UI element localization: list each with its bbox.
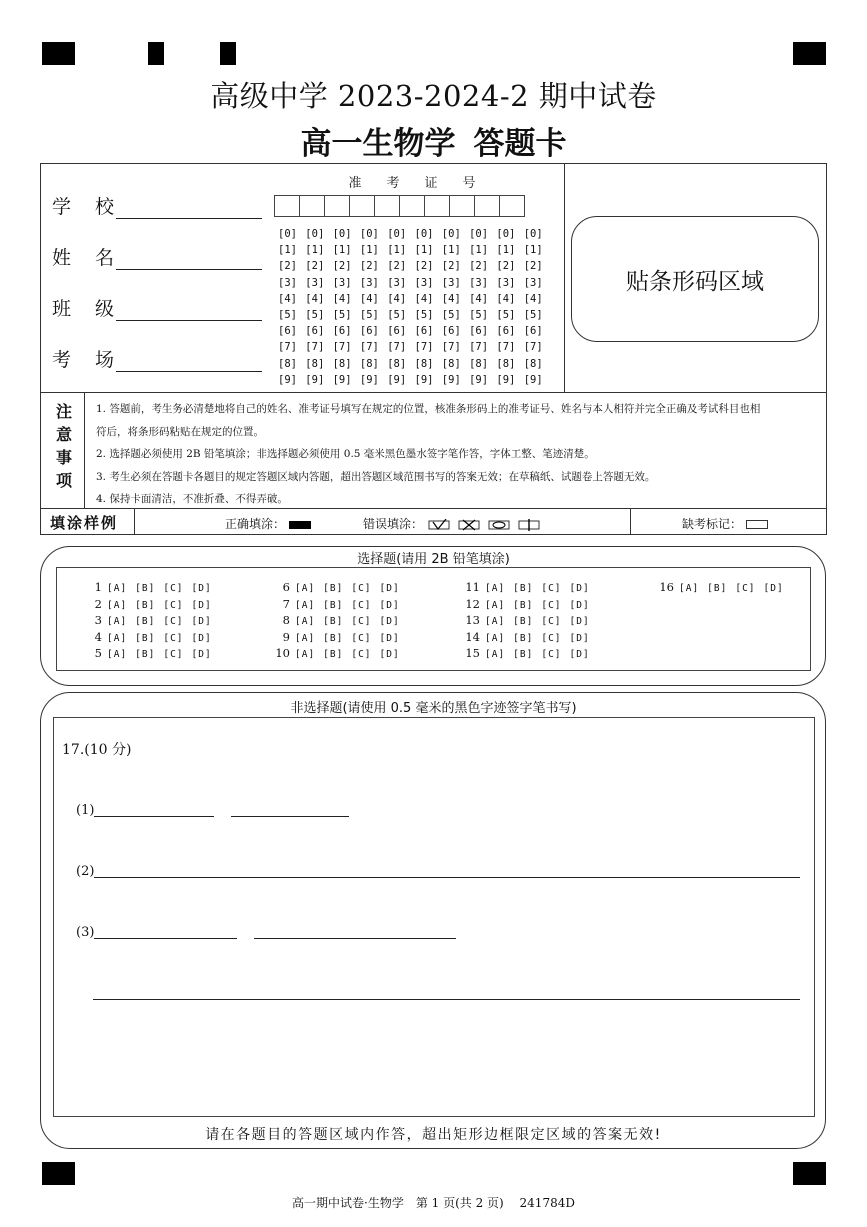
divider: [84, 392, 85, 508]
objective-title: 选择题(请用 2B 铅笔填涂): [357, 552, 510, 567]
exam-id-column: [469, 226, 488, 388]
filled-bubble-icon: [289, 521, 311, 529]
registration-mark: [148, 42, 164, 65]
class-field[interactable]: 班 级: [52, 294, 262, 321]
option-bubble[interactable]: [B]: [513, 632, 534, 644]
question-number: 16: [659, 580, 674, 594]
digit-bubble[interactable]: [3]: [523, 276, 543, 289]
option-bubble[interactable]: [C]: [163, 616, 184, 627]
question-number: 5: [94, 646, 102, 660]
card-label: 答题卡: [473, 126, 567, 162]
option-bubble[interactable]: [B]: [513, 649, 534, 660]
digit-bubble[interactable]: [2]: [469, 260, 489, 273]
digit-bubble[interactable]: [3]: [441, 276, 461, 289]
digit-bubble[interactable]: [0]: [414, 228, 434, 240]
digit-bubble[interactable]: [9]: [332, 373, 352, 386]
option-bubble[interactable]: [A]: [107, 649, 128, 660]
option-bubble[interactable]: [A]: [295, 632, 316, 644]
option-bubble[interactable]: [D]: [379, 649, 400, 660]
digit-bubble[interactable]: [1]: [359, 244, 379, 257]
digit-bubble[interactable]: [4]: [332, 292, 352, 305]
digit-bubble[interactable]: [6]: [387, 325, 407, 338]
digit-bubble[interactable]: [9]: [469, 373, 489, 386]
exam-id-column: [442, 226, 461, 388]
digit-bubble[interactable]: [2]: [305, 260, 325, 273]
exam-room-field[interactable]: 考 场: [52, 345, 262, 372]
option-bubble[interactable]: [B]: [135, 649, 156, 660]
digit-bubble[interactable]: [3]: [359, 276, 379, 289]
digit-bubble[interactable]: [7]: [496, 341, 516, 354]
subject-name: 高一生物学: [300, 126, 456, 162]
digit-bubble[interactable]: [4]: [305, 292, 325, 305]
option-bubble[interactable]: [B]: [707, 583, 728, 594]
objective-question: [462, 646, 598, 660]
option-bubble[interactable]: [A]: [107, 599, 128, 611]
barcode-area: 贴条形码区域: [571, 216, 819, 342]
exam-id-column: [387, 226, 406, 388]
digit-bubble[interactable]: [5]: [278, 308, 297, 321]
digit-bubble[interactable]: [7]: [305, 341, 325, 354]
digit-bubble[interactable]: [4]: [523, 292, 543, 305]
objective-question: [272, 597, 408, 611]
digit-bubble[interactable]: [7]: [523, 341, 543, 354]
digit-bubble[interactable]: [2]: [278, 260, 297, 273]
option-bubble[interactable]: [C]: [163, 599, 184, 611]
digit-bubble[interactable]: [3]: [469, 276, 489, 289]
digit-bubble[interactable]: [4]: [496, 292, 516, 305]
digit-bubble[interactable]: [6]: [278, 325, 297, 338]
digit-bubble[interactable]: [6]: [305, 325, 325, 338]
objective-question: [84, 580, 220, 594]
option-bubble[interactable]: [B]: [323, 599, 344, 611]
digit-bubble[interactable]: [8]: [359, 357, 379, 370]
option-bubble[interactable]: [D]: [379, 616, 400, 627]
option-bubble[interactable]: [D]: [379, 632, 400, 644]
exam-id-box[interactable]: [274, 195, 300, 217]
digit-bubble[interactable]: [0]: [523, 228, 543, 240]
digit-bubble[interactable]: [0]: [496, 228, 516, 240]
digit-bubble[interactable]: [6]: [523, 325, 543, 338]
digit-bubble[interactable]: [9]: [305, 373, 325, 386]
question-number: 11: [465, 580, 480, 594]
option-bubble[interactable]: [C]: [351, 616, 372, 627]
option-bubble[interactable]: [A]: [295, 616, 316, 627]
option-bubble[interactable]: [D]: [569, 599, 590, 611]
objective-question: [272, 613, 408, 627]
digit-bubble[interactable]: [8]: [469, 357, 489, 370]
divider: [564, 163, 565, 393]
digit-bubble[interactable]: [0]: [305, 228, 325, 240]
wrong-fill: 错误填涂：: [363, 515, 545, 532]
digit-bubble[interactable]: [1]: [278, 244, 297, 257]
answer-area-warning: 请在各题目的答题区域内作答，超出矩形边框限定区域的答案无效!: [205, 1127, 662, 1143]
digit-bubble[interactable]: [7]: [414, 341, 434, 354]
option-bubble[interactable]: [C]: [163, 632, 184, 644]
digit-bubble[interactable]: [7]: [469, 341, 489, 354]
digit-bubble[interactable]: [5]: [414, 308, 434, 321]
digit-bubble[interactable]: [8]: [278, 357, 297, 370]
registration-mark: [793, 42, 826, 65]
exam-id-box[interactable]: [349, 195, 375, 217]
digit-bubble[interactable]: [9]: [387, 373, 407, 386]
digit-bubble[interactable]: [1]: [387, 244, 407, 257]
objective-question: [272, 630, 408, 644]
digit-bubble[interactable]: [4]: [469, 292, 489, 305]
digit-bubble[interactable]: [3]: [496, 276, 516, 289]
option-bubble[interactable]: [C]: [351, 632, 372, 644]
option-bubble[interactable]: [D]: [569, 583, 590, 594]
wrong-fill-icon: [427, 519, 545, 531]
option-bubble[interactable]: [D]: [379, 583, 400, 594]
digit-bubble[interactable]: [6]: [359, 325, 379, 338]
page-footer: 高一期中试卷·生物学 第 1 页(共 2 页) 241784D: [292, 1196, 575, 1210]
school-field[interactable]: 学 校: [52, 192, 262, 219]
part-2-label: (2): [76, 864, 95, 879]
part-1-label: (1): [76, 803, 95, 818]
option-bubble[interactable]: [C]: [541, 649, 562, 660]
option-bubble[interactable]: [B]: [135, 632, 156, 644]
question-number: 4: [94, 629, 102, 644]
answer-line-2[interactable]: [94, 877, 800, 878]
objective-question: [462, 597, 598, 611]
digit-bubble[interactable]: [4]: [278, 292, 297, 305]
digit-bubble[interactable]: [1]: [441, 244, 461, 257]
digit-bubble[interactable]: [5]: [441, 308, 461, 321]
exam-id-box[interactable]: [499, 195, 525, 217]
option-bubble[interactable]: [C]: [351, 583, 372, 594]
digit-bubble[interactable]: [0]: [441, 228, 461, 240]
option-bubble[interactable]: [A]: [295, 599, 316, 611]
notice-item: 4. 保持卡面清洁，不准折叠、不得弄破。: [96, 493, 288, 505]
notice-list: [96, 398, 824, 511]
digit-bubble[interactable]: [5]: [332, 308, 352, 321]
digit-bubble[interactable]: [0]: [469, 228, 489, 240]
digit-bubble[interactable]: [8]: [305, 357, 325, 370]
option-bubble[interactable]: [C]: [541, 583, 562, 594]
exam-id-box[interactable]: [299, 195, 325, 217]
objective-question: [272, 646, 408, 660]
option-bubble[interactable]: [A]: [679, 583, 700, 594]
objective-question: [84, 613, 220, 627]
digit-bubble[interactable]: [0]: [387, 228, 407, 240]
option-bubble[interactable]: [B]: [513, 599, 534, 611]
digit-bubble[interactable]: [1]: [523, 244, 543, 257]
correct-fill: 正确填涂：: [225, 515, 311, 532]
digit-bubble[interactable]: [6]: [414, 325, 434, 338]
digit-bubble[interactable]: [1]: [496, 244, 516, 257]
option-bubble[interactable]: [A]: [295, 583, 316, 594]
digit-bubble[interactable]: [4]: [387, 292, 407, 305]
digit-bubble[interactable]: [1]: [332, 244, 352, 257]
question-number: 6: [282, 580, 290, 594]
exam-id-column: [360, 226, 379, 388]
option-bubble[interactable]: [C]: [541, 632, 562, 644]
digit-bubble[interactable]: [3]: [332, 276, 352, 289]
subjective-answer-area: [53, 717, 815, 1117]
digit-bubble[interactable]: [5]: [305, 308, 325, 321]
option-bubble[interactable]: [C]: [163, 583, 184, 594]
exam-id-box[interactable]: [374, 195, 400, 217]
digit-bubble[interactable]: [7]: [278, 341, 297, 354]
digit-bubble[interactable]: [5]: [496, 308, 516, 321]
objective-question: [272, 580, 408, 594]
option-bubble[interactable]: [C]: [735, 583, 756, 594]
exam-id-label: 准 考 证 号: [348, 176, 476, 191]
notice-label: 注 意 事 项: [55, 402, 72, 490]
option-bubble[interactable]: [A]: [485, 649, 506, 660]
digit-bubble[interactable]: [0]: [278, 228, 297, 240]
option-bubble[interactable]: [C]: [351, 649, 372, 660]
exam-id-column: [333, 226, 352, 388]
exam-id-column: [415, 226, 434, 388]
question-number: 3: [94, 613, 102, 627]
exam-id-box[interactable]: [474, 195, 500, 217]
digit-bubble[interactable]: [8]: [441, 357, 461, 370]
option-bubble[interactable]: [D]: [191, 599, 212, 611]
objective-question: [84, 597, 220, 611]
option-bubble[interactable]: [B]: [513, 616, 534, 627]
exam-title: 高级中学 2023-2024-2 期中试卷: [210, 79, 657, 113]
digit-bubble[interactable]: [4]: [359, 292, 379, 305]
option-bubble[interactable]: [B]: [135, 599, 156, 611]
card-title: [0, 118, 867, 163]
digit-bubble[interactable]: [5]: [359, 308, 379, 321]
digit-bubble[interactable]: [9]: [359, 373, 379, 386]
option-bubble[interactable]: [B]: [323, 649, 344, 660]
option-bubble[interactable]: [B]: [323, 616, 344, 627]
digit-bubble[interactable]: [6]: [441, 325, 461, 338]
digit-bubble[interactable]: [2]: [441, 260, 461, 273]
objective-question: [462, 613, 598, 627]
fill-example-label: 填涂样例: [50, 514, 119, 532]
option-bubble[interactable]: [D]: [191, 583, 212, 594]
digit-bubble[interactable]: [2]: [359, 260, 379, 273]
option-bubble[interactable]: [D]: [569, 616, 590, 627]
question-number: 9: [282, 629, 290, 644]
digit-bubble[interactable]: [7]: [441, 341, 461, 354]
exam-id-boxes[interactable]: [275, 195, 525, 217]
option-bubble[interactable]: [A]: [485, 583, 506, 594]
option-bubble[interactable]: [A]: [485, 599, 506, 611]
option-bubble[interactable]: [D]: [763, 583, 784, 594]
digit-bubble[interactable]: [2]: [414, 260, 434, 273]
digit-bubble[interactable]: [5]: [469, 308, 489, 321]
digit-bubble[interactable]: [9]: [414, 373, 434, 386]
exam-id-box[interactable]: [324, 195, 350, 217]
notice-item: 2. 选择题必须使用 2B 铅笔填涂；非选择题必须使用 0.5 毫米黑色墨水签字笔作答，字体工整、笔迹清楚。: [96, 448, 595, 460]
option-bubble[interactable]: [C]: [541, 616, 562, 627]
digit-bubble[interactable]: [6]: [332, 325, 352, 338]
digit-bubble[interactable]: [8]: [496, 357, 516, 370]
option-bubble[interactable]: [D]: [569, 632, 590, 644]
question-number: 13: [465, 613, 480, 627]
digit-bubble[interactable]: [6]: [496, 325, 516, 338]
option-bubble[interactable]: [B]: [513, 583, 534, 594]
digit-bubble[interactable]: [6]: [469, 325, 489, 338]
option-bubble[interactable]: [D]: [191, 649, 212, 660]
digit-bubble[interactable]: [2]: [496, 260, 516, 273]
digit-bubble[interactable]: [7]: [359, 341, 379, 354]
digit-bubble[interactable]: [7]: [387, 341, 407, 354]
digit-bubble[interactable]: [1]: [414, 244, 434, 257]
exam-id-box[interactable]: [424, 195, 450, 217]
digit-bubble[interactable]: [0]: [359, 228, 379, 240]
digit-bubble[interactable]: [4]: [441, 292, 461, 305]
digit-bubble[interactable]: [2]: [523, 260, 543, 273]
digit-bubble[interactable]: [3]: [387, 276, 407, 289]
question-17-label: 17.(10 分): [62, 742, 132, 758]
digit-bubble[interactable]: [1]: [469, 244, 489, 257]
answer-line-3b[interactable]: [254, 938, 456, 939]
digit-bubble[interactable]: [8]: [387, 357, 407, 370]
divider: [134, 508, 135, 535]
option-bubble[interactable]: [A]: [107, 632, 128, 644]
option-bubble[interactable]: [A]: [485, 616, 506, 627]
answer-line-3a[interactable]: [94, 938, 237, 939]
option-bubble[interactable]: [D]: [379, 599, 400, 611]
objective-question: [462, 580, 598, 594]
option-bubble[interactable]: [D]: [569, 649, 590, 660]
digit-bubble[interactable]: [0]: [332, 228, 352, 240]
digit-bubble[interactable]: [9]: [496, 373, 516, 386]
exam-id-column: [278, 226, 297, 388]
digit-bubble[interactable]: [5]: [523, 308, 543, 321]
registration-mark: [793, 1162, 826, 1185]
option-bubble[interactable]: [B]: [135, 616, 156, 627]
option-bubble[interactable]: [B]: [323, 632, 344, 644]
digit-bubble[interactable]: [5]: [387, 308, 407, 321]
registration-mark: [42, 1162, 75, 1185]
digit-bubble[interactable]: [9]: [278, 373, 297, 386]
option-bubble[interactable]: [A]: [107, 583, 128, 594]
question-number: 12: [465, 596, 480, 611]
part-3-label: (3): [76, 925, 95, 940]
notice-item: 符后，将条形码粘贴在规定的位置。: [96, 425, 264, 438]
objective-question: [84, 646, 220, 660]
digit-bubble[interactable]: [8]: [414, 357, 434, 370]
question-number: 2: [94, 596, 102, 611]
digit-bubble[interactable]: [2]: [332, 260, 352, 273]
exam-id-box[interactable]: [399, 195, 425, 217]
answer-line-3c[interactable]: [93, 999, 800, 1000]
option-bubble[interactable]: [D]: [191, 616, 212, 627]
absent-mark: 缺考标记：: [682, 515, 768, 532]
digit-bubble[interactable]: [9]: [441, 373, 461, 386]
exam-id-column: [496, 226, 515, 388]
option-bubble[interactable]: [C]: [163, 649, 184, 660]
answer-line-1b[interactable]: [231, 816, 349, 817]
answer-line-1a[interactable]: [94, 816, 214, 817]
registration-mark: [42, 42, 75, 65]
question-number: 7: [282, 596, 290, 611]
digit-bubble[interactable]: [3]: [305, 276, 325, 289]
digit-bubble[interactable]: [1]: [305, 244, 325, 257]
exam-id-column: [305, 226, 324, 388]
digit-bubble[interactable]: [8]: [332, 357, 352, 370]
option-bubble[interactable]: [C]: [351, 599, 372, 611]
digit-bubble[interactable]: [2]: [387, 260, 407, 273]
registration-mark: [220, 42, 236, 65]
option-bubble[interactable]: [C]: [541, 599, 562, 611]
question-number: 15: [465, 646, 480, 660]
subjective-title: 非选择题(请使用 0.5 毫米的黑色字迹签字笔书写): [290, 701, 577, 716]
option-bubble[interactable]: [A]: [107, 616, 128, 627]
option-bubble[interactable]: [D]: [191, 632, 212, 644]
notice-item: 3. 考生必须在答题卡各题目的规定答题区域内答题，超出答题区域范围书写的答案无效；在草稿纸、试题卷上答题无效。: [96, 470, 656, 483]
option-bubble[interactable]: [A]: [295, 649, 316, 660]
question-number: 14: [465, 629, 480, 644]
digit-bubble[interactable]: [3]: [278, 276, 297, 289]
digit-bubble[interactable]: [8]: [523, 357, 543, 370]
option-bubble[interactable]: [B]: [135, 583, 156, 594]
name-field[interactable]: 姓 名: [52, 243, 262, 270]
divider: [630, 508, 631, 535]
digit-bubble[interactable]: [4]: [414, 292, 434, 305]
question-number: 1: [94, 580, 102, 594]
option-bubble[interactable]: [B]: [323, 583, 344, 594]
option-bubble[interactable]: [A]: [485, 632, 506, 644]
question-number: 10: [275, 646, 290, 660]
question-number: 8: [282, 613, 290, 627]
objective-question: [462, 630, 598, 644]
exam-id-box[interactable]: [449, 195, 475, 217]
objective-question: [656, 580, 792, 594]
divider: [40, 392, 827, 393]
digit-bubble[interactable]: [9]: [523, 373, 543, 386]
digit-bubble[interactable]: [7]: [332, 341, 352, 354]
absent-checkbox[interactable]: [746, 520, 768, 529]
digit-bubble[interactable]: [3]: [414, 276, 434, 289]
exam-id-column: [524, 226, 543, 388]
objective-question: [84, 630, 220, 644]
notice-item: 1. 答题前，考生务必清楚地将自己的姓名、准考证号填写在规定的位置，核准条形码上的准考证号、姓名与本人相符并完全正确及考试科目也相: [96, 403, 761, 415]
